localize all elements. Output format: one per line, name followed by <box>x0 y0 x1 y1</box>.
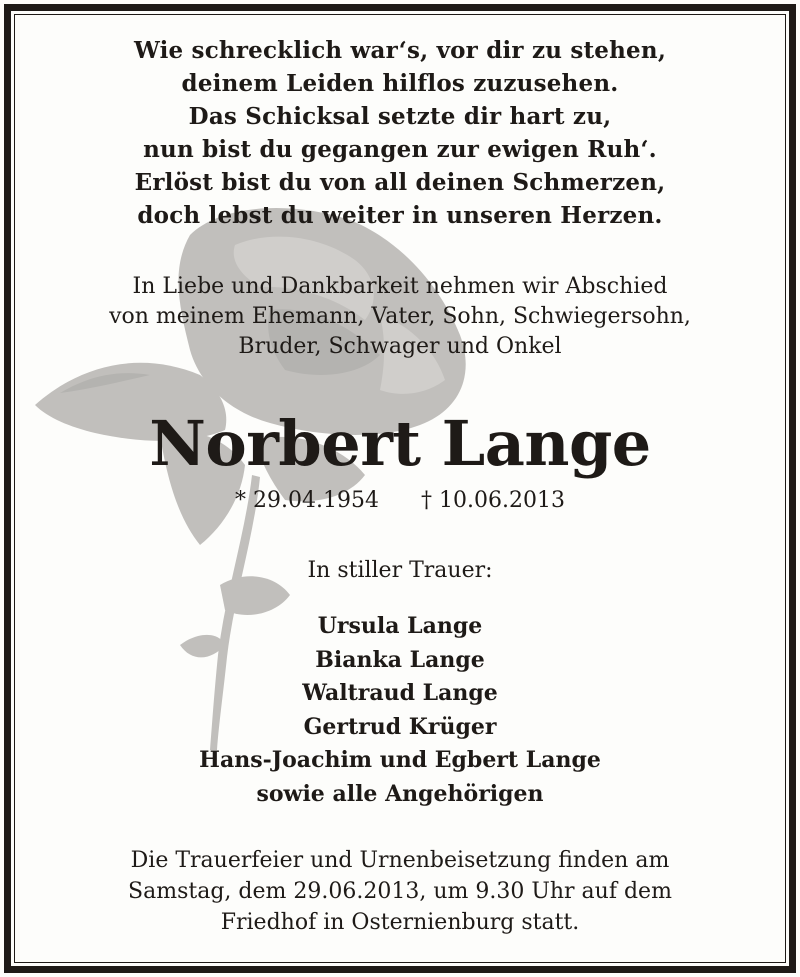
service-line: Die Trauerfeier und Urnenbeisetzung finden am <box>130 848 670 873</box>
mourners-list <box>30 610 770 811</box>
mourner-name: sowie alle Angehörigen <box>256 780 544 807</box>
birth-date: * 29.04.1954 <box>235 488 379 513</box>
death-date: † 10.06.2013 <box>421 488 565 513</box>
poem-line: Erlöst bist du von all deinen Schmerzen, <box>134 169 666 196</box>
poem-line: Wie schrecklich war‘s, vor dir zu stehen, <box>133 37 667 64</box>
farewell-intro <box>30 272 770 362</box>
mourner-name: Waltraud Lange <box>302 680 498 706</box>
life-dates <box>30 486 770 516</box>
poem-line: nun bist du gegangen zur ewigen Ruh‘. <box>143 136 657 163</box>
mourning-label: In stiller Trauer: <box>307 558 493 583</box>
poem-line: deinem Leiden hilflos zuzusehen. <box>181 70 619 97</box>
poem-line: doch lebst du weiter in unseren Herzen. <box>137 202 663 229</box>
intro-line: von meinem Ehemann, Vater, Sohn, Schwiegersohn, <box>109 304 691 329</box>
mourner-name: Gertrud Krüger <box>303 713 497 740</box>
intro-line: Bruder, Schwager und Onkel <box>238 334 562 359</box>
deceased-name: Norbert Lange <box>149 407 651 480</box>
mourner-name: Bianka Lange <box>315 646 485 673</box>
poem-line: Das Schicksal setzte dir hart zu, <box>188 103 612 130</box>
poem <box>30 34 770 232</box>
intro-line: In Liebe und Dankbarkeit nehmen wir Abschied <box>132 274 668 299</box>
service-line: Samstag, dem 29.06.2013, um 9.30 Uhr auf dem <box>128 879 672 904</box>
mourner-name: Ursula Lange <box>317 613 483 639</box>
mourner-name: Hans-Joachim und Egbert Lange <box>199 747 601 773</box>
service-line: Friedhof in Osternienburg statt. <box>220 910 580 935</box>
funeral-service-info <box>30 845 770 938</box>
